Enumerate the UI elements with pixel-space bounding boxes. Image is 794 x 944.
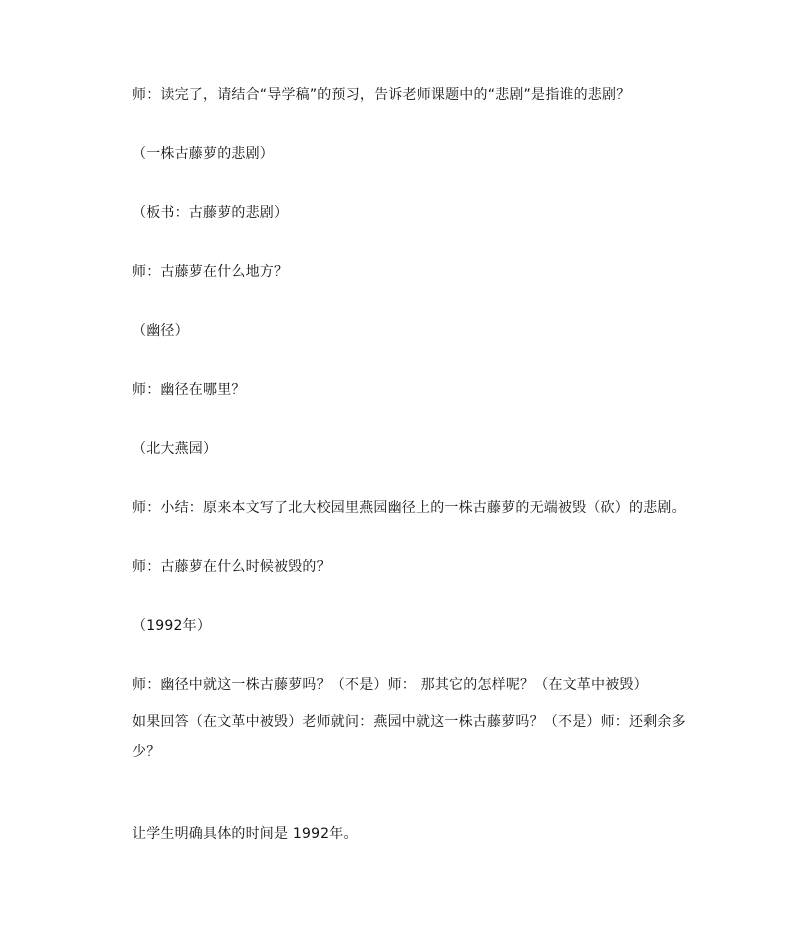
paragraph-summary: 师：小结：原来本文写了北大校园里燕园幽径上的一株古藤萝的无端被毁（砍）的悲剧。 (132, 500, 686, 516)
paragraph-question-time: 师：古藤萝在什么时候被毁的？ (132, 559, 331, 575)
paragraph-clarify-time: 让学生明确具体的时间是 1992年。 (132, 826, 358, 842)
paragraph-question-only-vine: 师：幽径中就这一株古藤萝吗？（不是）师： 那其它的怎样呢？（在文革中被毁） (132, 677, 648, 693)
paragraph-answer-vine: （一株古藤萝的悲剧） (132, 146, 274, 162)
paragraph-question-path-location: 师：幽径在哪里？ (132, 382, 246, 398)
paragraph-answer-path: （幽径） (132, 323, 189, 339)
paragraph-blackboard-note: （板书：古藤萝的悲剧） (132, 205, 289, 221)
paragraph-answer-year: （1992年） (132, 618, 212, 634)
paragraph-answer-yanyuan: （北大燕园） (132, 441, 218, 457)
paragraph-followup-question: 如果回答（在文革中被毁）老师就问：燕园中就这一株古藤萝吗？（不是）师：还剩余多少？ (132, 714, 686, 760)
paragraph-question-tragedy: 师：读完了，请结合“导学稿”的预习，告诉老师课题中的“悲剧”是指谁的悲剧？ (132, 87, 631, 103)
paragraph-question-location: 师：古藤萝在什么地方？ (132, 264, 289, 280)
